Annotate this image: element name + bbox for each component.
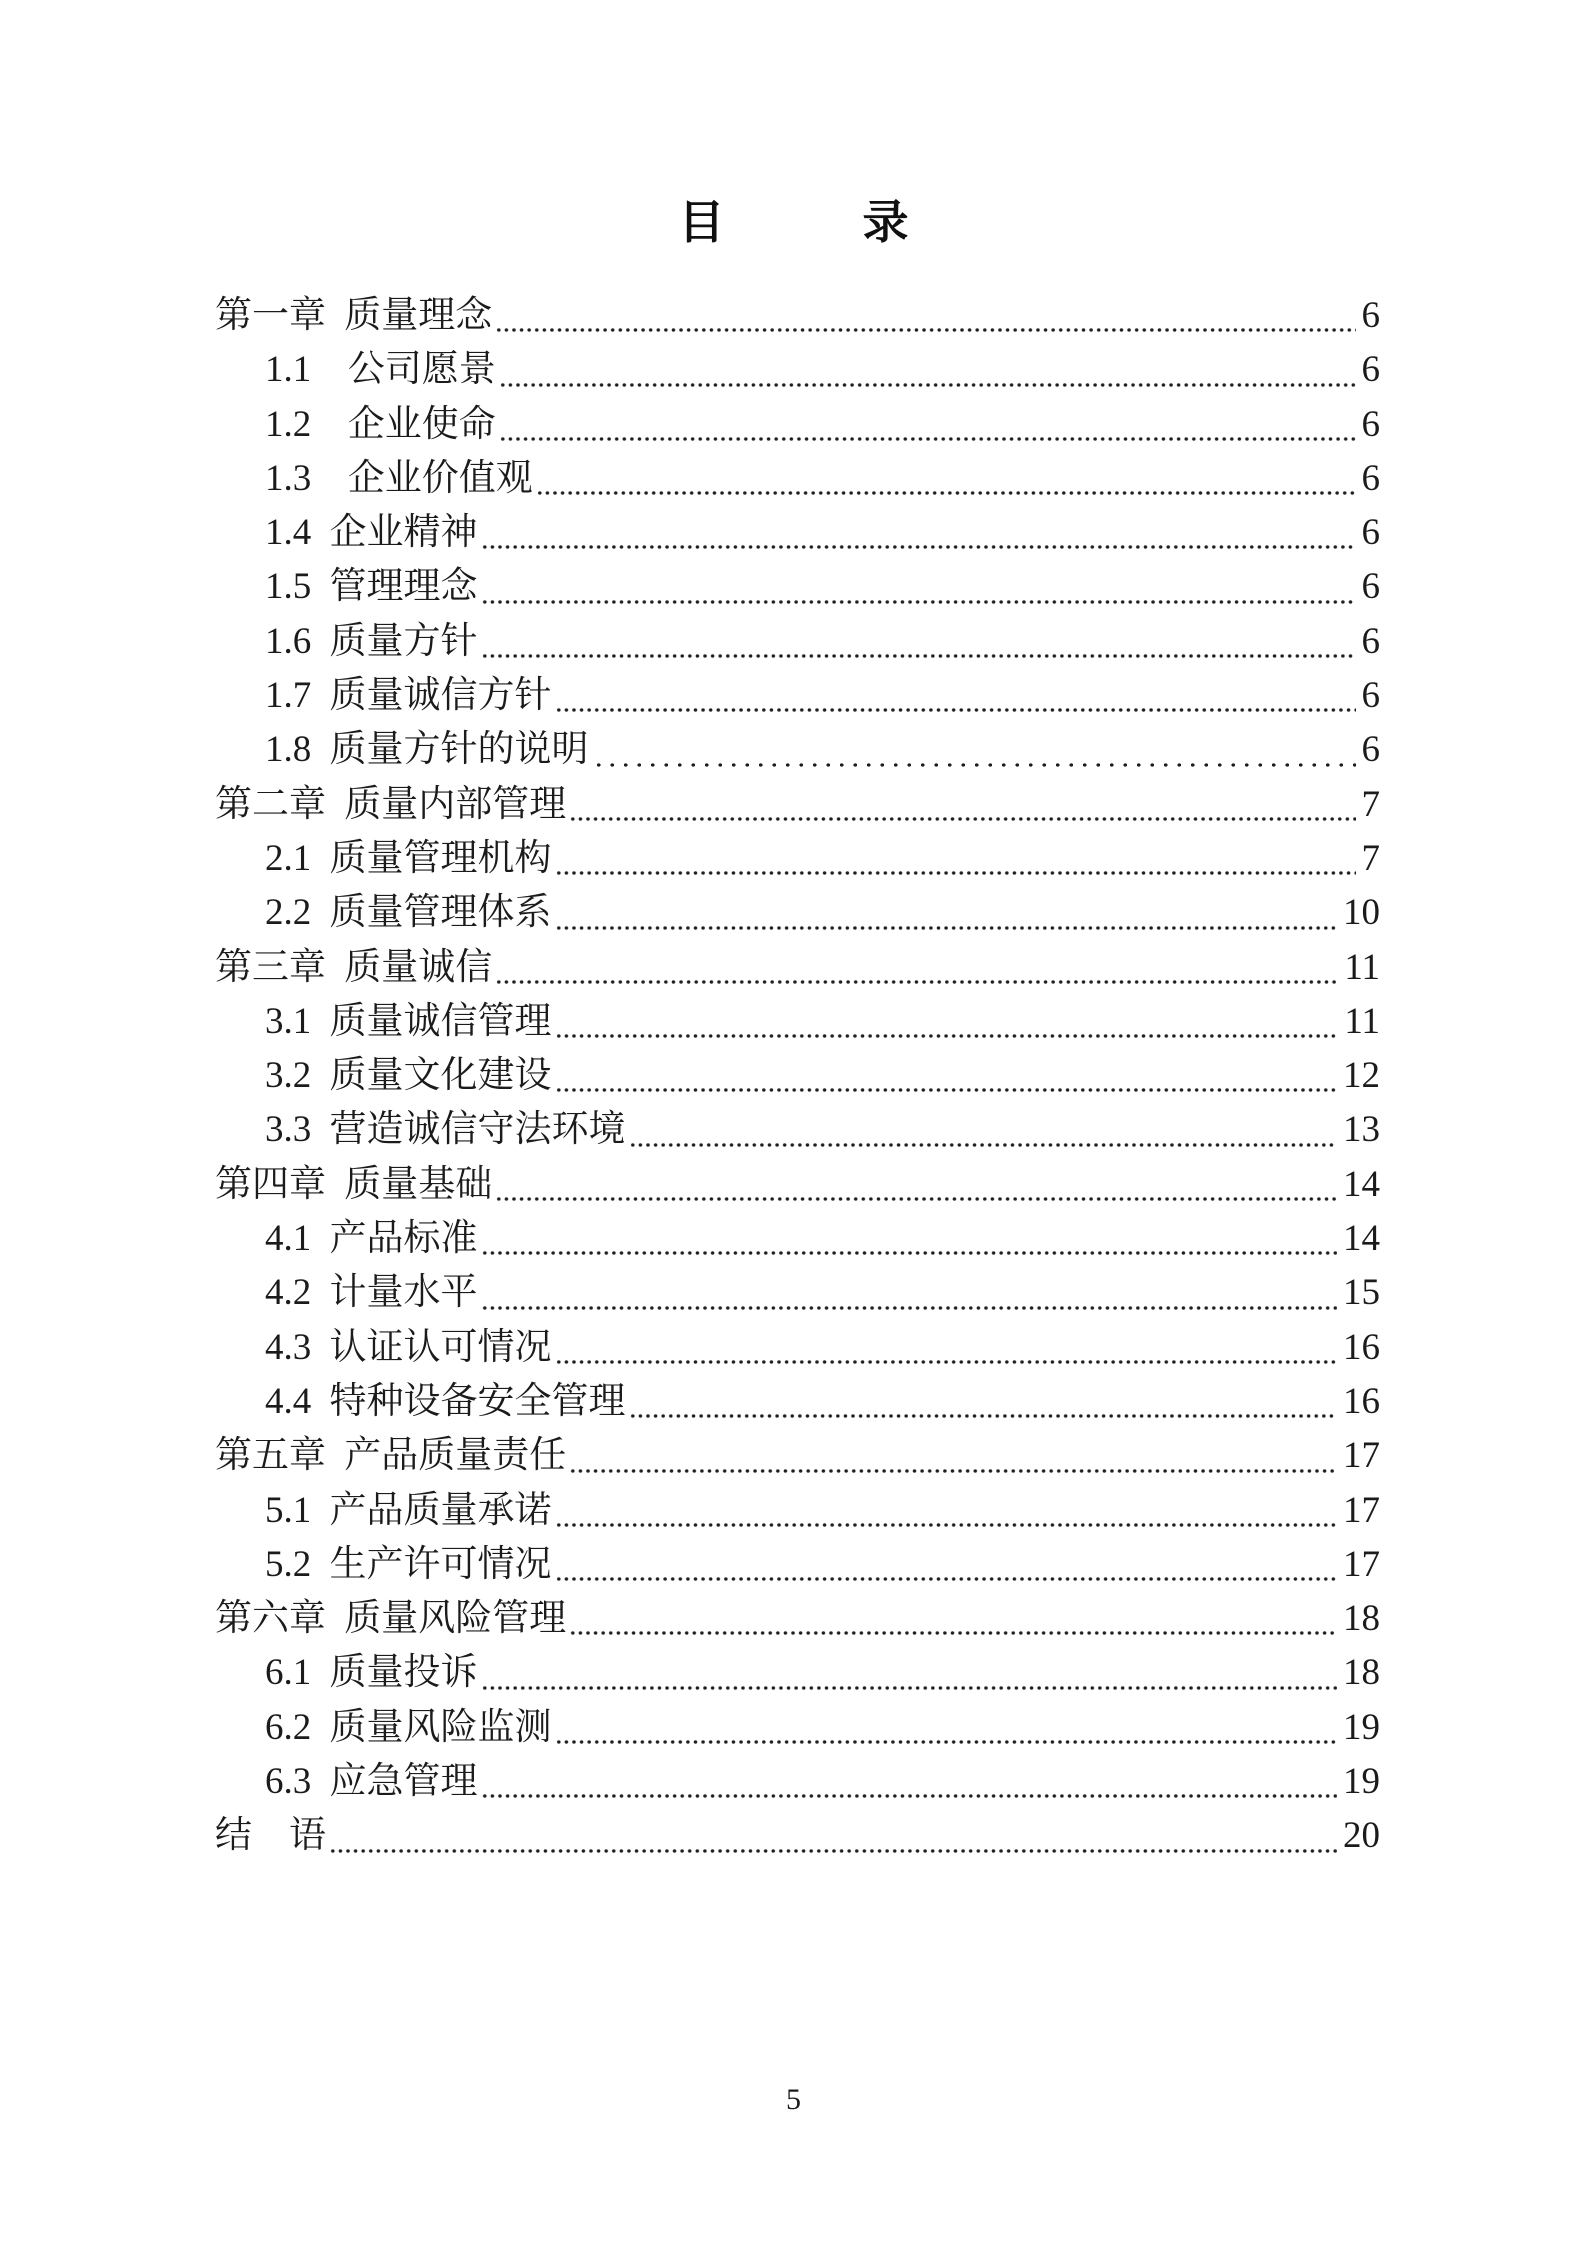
toc-entry-label: 1.5 管理理念 [265, 566, 478, 608]
toc-entry-label: 第二章 质量内部管理 [215, 783, 567, 825]
toc-entry[interactable] [215, 1266, 1380, 1320]
dot-leader [326, 1809, 1340, 1863]
toc-entry[interactable] [215, 343, 1380, 397]
dot-leader [478, 560, 1359, 614]
toc-entry-label: 1.4 企业精神 [265, 512, 478, 554]
dot-leader [496, 398, 1359, 452]
toc-entry-label: 第四章 质量基础 [215, 1163, 493, 1205]
footer-page-number: 5 [786, 2083, 801, 2116]
toc-entry[interactable] [215, 1103, 1380, 1157]
dot-leader [552, 1321, 1341, 1375]
dot-leader [566, 1429, 1340, 1483]
dot-leader [552, 995, 1342, 1049]
toc-entry-label: 第三章 质量诚信 [215, 946, 493, 988]
toc-entry-label: 1.6 质量方针 [265, 620, 478, 662]
toc-entry-label: 4.4 特种设备安全管理 [265, 1380, 626, 1422]
dot-leader [552, 669, 1359, 723]
dot-leader [552, 1049, 1341, 1103]
toc-entry-page-number: 13 [1343, 1109, 1380, 1151]
toc-entry-page-number: 6 [1361, 729, 1380, 771]
page-title: 目 录 [678, 197, 909, 248]
toc-entry[interactable] [215, 1049, 1380, 1103]
toc-entry-label: 1.1 公司愿景 [265, 349, 496, 391]
dot-leader [496, 343, 1359, 397]
toc-entry[interactable] [215, 1755, 1380, 1809]
dot-leader [478, 1266, 1341, 1320]
toc-entry-page-number: 6 [1361, 457, 1380, 499]
dot-leader [492, 1158, 1340, 1212]
toc-entry-page-number: 18 [1343, 1652, 1380, 1694]
toc-entry-page-number: 10 [1343, 892, 1380, 934]
toc-entry-page-number: 15 [1343, 1272, 1380, 1314]
toc-entry-page-number: 6 [1361, 566, 1380, 608]
toc-entry[interactable] [215, 1375, 1380, 1429]
toc-entry-label: 5.1 产品质量承诺 [265, 1489, 552, 1531]
toc-entry[interactable] [215, 1212, 1380, 1266]
toc-entry-label: 4.1 产品标准 [265, 1218, 478, 1260]
dot-leader [492, 941, 1341, 995]
toc-entry[interactable] [215, 995, 1380, 1049]
toc-entry-label: 2.2 质量管理体系 [265, 892, 552, 934]
toc-entry[interactable] [215, 1646, 1380, 1700]
toc-entry-label: 4.3 认证认可情况 [265, 1326, 552, 1368]
toc-entry[interactable] [215, 1429, 1380, 1483]
dot-leader [626, 1103, 1341, 1157]
toc-entry[interactable] [215, 1484, 1380, 1538]
toc-entry-label: 1.7 质量诚信方针 [265, 675, 552, 717]
toc-entry-label: 3.1 质量诚信管理 [265, 1000, 552, 1042]
toc-entry[interactable] [215, 1158, 1380, 1212]
toc-entry[interactable] [215, 886, 1380, 940]
toc-entry[interactable] [215, 289, 1380, 343]
toc-entry-label: 结 语 [215, 1815, 326, 1857]
toc-entry[interactable] [215, 398, 1380, 452]
dot-leader [589, 723, 1359, 777]
toc-entry[interactable] [215, 1321, 1380, 1375]
toc-entry[interactable] [215, 832, 1380, 886]
toc-entry[interactable] [215, 723, 1380, 777]
toc-entry-page-number: 17 [1343, 1489, 1380, 1531]
toc-entry-page-number: 17 [1343, 1543, 1380, 1585]
dot-leader [533, 452, 1359, 506]
toc-entry-page-number: 19 [1343, 1706, 1380, 1748]
toc-entry-page-number: 6 [1361, 620, 1380, 662]
dot-leader [552, 886, 1341, 940]
dot-leader [478, 1212, 1341, 1266]
toc-entry-page-number: 6 [1361, 403, 1380, 445]
toc-entry[interactable] [215, 452, 1380, 506]
dot-leader [552, 1484, 1341, 1538]
toc-entry[interactable] [215, 778, 1380, 832]
dot-leader [552, 1538, 1341, 1592]
toc-entry-label: 6.1 质量投诉 [265, 1652, 478, 1694]
toc-entry-page-number: 14 [1343, 1163, 1380, 1205]
toc-entry-label: 第六章 质量风险管理 [215, 1598, 567, 1640]
dot-leader [478, 506, 1359, 560]
toc-entry-page-number: 20 [1343, 1815, 1380, 1857]
dot-leader [492, 289, 1358, 343]
toc-entry-page-number: 14 [1343, 1218, 1380, 1260]
toc-entry-label: 3.3 营造诚信守法环境 [265, 1109, 626, 1151]
toc-entry[interactable] [215, 1701, 1380, 1755]
toc-entry-label: 5.2 生产许可情况 [265, 1543, 552, 1585]
toc-entry-page-number: 6 [1361, 349, 1380, 391]
toc-entry[interactable] [215, 615, 1380, 669]
toc-entry-page-number: 6 [1361, 675, 1380, 717]
toc-entry[interactable] [215, 560, 1380, 614]
toc-entry-page-number: 17 [1343, 1435, 1380, 1477]
dot-leader [478, 615, 1359, 669]
toc-entry-label: 3.2 质量文化建设 [265, 1055, 552, 1097]
toc-entry-page-number: 16 [1343, 1380, 1380, 1422]
toc-entry-label: 第五章 产品质量责任 [215, 1435, 567, 1477]
toc-entry-label: 2.1 质量管理机构 [265, 837, 552, 879]
toc-entry[interactable] [215, 1809, 1380, 1863]
toc-entry-label: 6.3 应急管理 [265, 1761, 478, 1803]
toc-entry-page-number: 6 [1361, 512, 1380, 554]
toc-entry-page-number: 19 [1343, 1761, 1380, 1803]
toc-entry-label: 1.2 企业使命 [265, 403, 496, 445]
dot-leader [566, 1592, 1340, 1646]
toc-entry-page-number: 6 [1361, 295, 1380, 336]
dot-leader [478, 1755, 1341, 1809]
toc-entry[interactable] [215, 1538, 1380, 1592]
dot-leader [552, 832, 1359, 886]
toc-entry-label: 第一章 质量理念 [215, 295, 493, 336]
toc-entry-label: 4.2 计量水平 [265, 1272, 478, 1314]
toc-entry-page-number: 16 [1343, 1326, 1380, 1368]
dot-leader [626, 1375, 1341, 1429]
toc-entry-label: 1.8 质量方针的说明 [265, 729, 589, 771]
dot-leader [478, 1646, 1341, 1700]
toc-entry-page-number: 18 [1343, 1598, 1380, 1640]
dot-leader [552, 1701, 1341, 1755]
toc-entry-page-number: 11 [1344, 946, 1380, 988]
toc-entry-page-number: 12 [1343, 1055, 1380, 1097]
toc-entry[interactable] [215, 1592, 1380, 1646]
toc-entry-label: 6.2 质量风险监测 [265, 1706, 552, 1748]
dot-leader [566, 778, 1358, 832]
toc-entry[interactable] [215, 669, 1380, 723]
toc-entry-page-number: 7 [1361, 837, 1380, 879]
toc-list [215, 289, 1380, 1864]
toc-entry-page-number: 7 [1361, 783, 1380, 825]
toc-entry[interactable] [215, 941, 1380, 995]
toc-entry-label: 1.3 企业价值观 [265, 457, 533, 499]
toc-entry-page-number: 11 [1344, 1000, 1380, 1042]
toc-entry[interactable] [215, 506, 1380, 560]
